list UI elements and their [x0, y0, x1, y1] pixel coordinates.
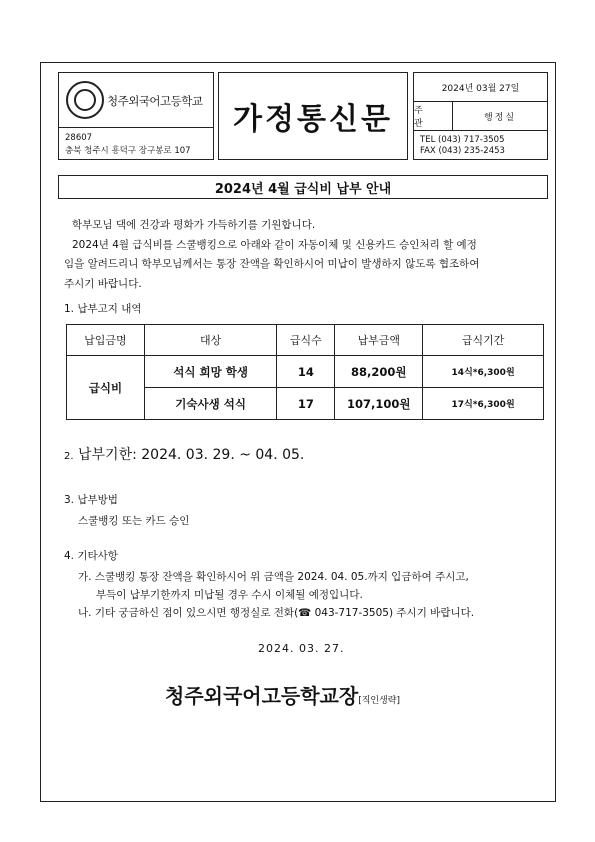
school-name: 청주외국어고등학교 — [107, 94, 203, 108]
table-header-row — [67, 325, 544, 356]
amount-cell: 107,100원 — [335, 388, 423, 420]
school-address: 충북 청주시 흥덕구 장구봉로 107 — [65, 146, 191, 156]
organizer-value: 행정실 — [483, 112, 517, 123]
fax-number: FAX (043) 235-2453 — [420, 146, 505, 156]
column-header: 납입금명 — [67, 325, 145, 356]
principal-signature — [165, 680, 400, 709]
period-cell: 17식*6,300원 — [423, 388, 544, 420]
issue-date: 2024년 03월 27일 — [414, 73, 547, 102]
document-title: 2024년 4월 급식비 납부 안내 — [58, 175, 548, 199]
note-item-a: 가. 스쿨뱅킹 통장 잔액을 확인하시어 위 금액을 2024. 04. 05.까지 입금하여 주시고, — [78, 571, 469, 583]
intro-line: 학부모님 댁에 건강과 평화가 가득하기를 기원합니다. — [72, 219, 316, 231]
closing-date: 2024. 03. 27. — [258, 642, 345, 655]
newsletter-title: 가정통신문 — [218, 72, 408, 160]
note-item-a-continued: 부득이 납부기한까지 미납될 경우 수시 이체될 예정입니다. — [96, 589, 363, 601]
school-emblem-icon — [66, 81, 104, 119]
period-cell: 14식*6,300원 — [423, 356, 544, 388]
school-info-box — [58, 72, 214, 160]
section-4-heading: 4. 기타사항 — [64, 550, 118, 562]
column-header: 대상 — [144, 325, 277, 356]
payment-table — [66, 324, 544, 420]
count-cell: 17 — [277, 388, 335, 420]
intro-paragraph — [64, 216, 550, 294]
seal-omitted-note: [직인생략] — [358, 696, 401, 706]
deadline-text: 납부기한: 2024. 03. 29. ~ 04. 05. — [78, 447, 305, 463]
issue-info-box — [413, 72, 548, 160]
payment-method: 스쿨뱅킹 또는 카드 승인 — [78, 515, 190, 527]
intro-line: 2024년 4월 급식비를 스쿨뱅킹으로 아래와 같이 자동이체 및 신용카드 승인처리 할 예정 — [72, 238, 477, 251]
fee-category: 급식비 — [67, 356, 145, 420]
target-cell: 석식 희망 학생 — [144, 356, 277, 388]
postal-code: 28607 — [65, 133, 93, 143]
section-2-number: 2. — [64, 451, 74, 462]
signature-name: 청주외국어고등학교장 — [165, 684, 359, 708]
phone-number: TEL (043) 717-3505 — [420, 135, 505, 145]
intro-line: 주시기 바랍니다. — [64, 277, 142, 290]
organizer-label: 주 관 — [414, 102, 453, 130]
note-item-b: 나. 기타 궁금하신 점이 있으시면 행정실로 전화(☎ 043-717-3505) 주시기 바랍니다. — [78, 607, 475, 619]
section-3-heading: 3. 납부방법 — [64, 494, 118, 506]
intro-line: 임을 알려드리니 학부모님께서는 통장 잔액을 확인하시어 미납이 발생하지 않도록 협조하여 — [64, 258, 480, 270]
count-cell: 14 — [277, 356, 335, 388]
column-header: 급식수 — [277, 325, 335, 356]
amount-cell: 88,200원 — [335, 356, 423, 388]
section-1-heading: 1. 납부고지 내역 — [64, 303, 142, 315]
newsletter-header — [58, 72, 548, 160]
column-header: 급식기간 — [423, 325, 544, 356]
table-row — [67, 356, 544, 388]
payment-deadline — [64, 444, 304, 464]
column-header: 납부금액 — [335, 325, 423, 356]
target-cell: 기숙사생 석식 — [144, 388, 277, 420]
